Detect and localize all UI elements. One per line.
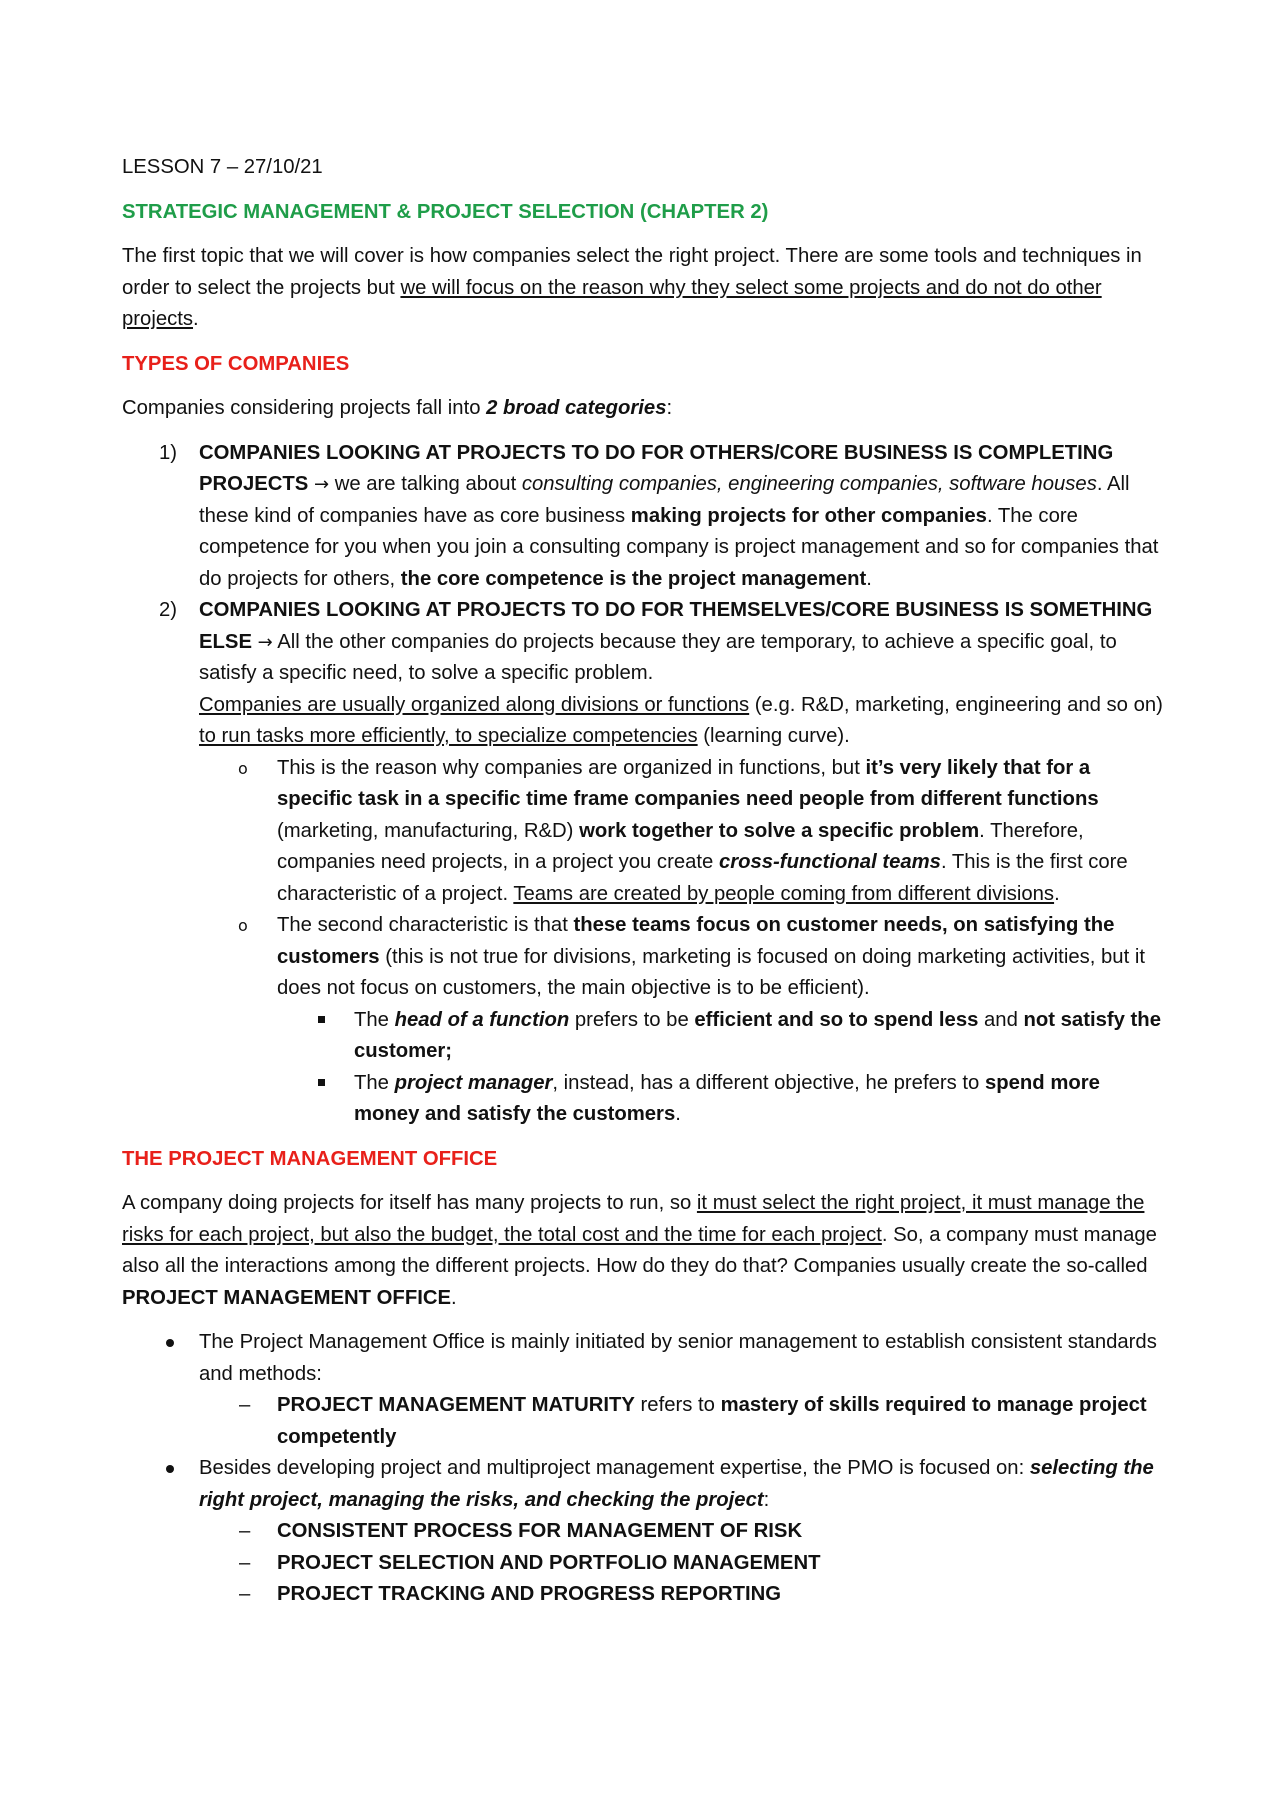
item-text: . The core competence for you when you join a consulting company is project management and so for companies that do projects for others, (199, 504, 1159, 590)
pmo-text: . So, a company must manage also all the interactions among the different projects. How do they do that? Companies usually create the so-called (122, 1223, 1157, 1277)
sub-list (122, 753, 1167, 1005)
item-bold-italic: selecting the right project, managing the risks, and checking the project (199, 1457, 1154, 1511)
types-lead (122, 393, 1167, 425)
intro-text: The first topic that we will cover is how companies select the right project. There are some tools and techniques in order to select the projects but (122, 245, 1142, 299)
item-title: COMPANIES LOOKING AT PROJECTS TO DO FOR THEMSELVES/CORE BUSINESS IS SOMETHING ELSE (199, 599, 1153, 653)
list-item-text (354, 1005, 1167, 1068)
section-title: STRATEGIC MANAGEMENT & PROJECT SELECTION (CHAPTER 2) (122, 200, 769, 223)
intro-end: . (193, 308, 199, 330)
types-heading: TYPES OF COMPANIES (122, 352, 350, 375)
list-item-text (277, 753, 1167, 911)
item-bold: work together to solve a specific problem (579, 819, 980, 842)
item-bold: spend more money and satisfy the customers (354, 1071, 1100, 1125)
item-bold-italic: cross-functional teams (718, 851, 941, 873)
item-bold: not satisfy the customer; (354, 1008, 1161, 1062)
list-item-text: PROJECT SELECTION AND PORTFOLIO MANAGEMENT (277, 1551, 821, 1574)
list-item (122, 595, 1167, 753)
item-text: . (866, 567, 872, 590)
list-item-text (199, 438, 1167, 596)
item-underlined: Teams are created by people coming from different divisions (513, 882, 1055, 905)
square-bullet-icon (318, 1079, 325, 1086)
pmo-text: . (451, 1286, 457, 1309)
dash-bullet-icon: – (239, 1551, 251, 1574)
list-item-text (277, 910, 1167, 1005)
list-item-text (277, 1390, 1167, 1453)
item-bold: efficient and so to spend less (694, 1008, 979, 1031)
arrow-right-icon: → (313, 474, 330, 495)
types-lead-colon: : (666, 397, 673, 419)
item-text: . (675, 1103, 681, 1125)
list-item (122, 1005, 1167, 1068)
sub-sub-list (122, 1005, 1167, 1131)
list-item (122, 438, 1167, 596)
bullet-dot-icon (166, 1465, 174, 1473)
item-bold: PROJECT MANAGEMENT MATURITY (277, 1394, 635, 1416)
item-text: . Therefore, companies need projects, in a project you create (277, 819, 1084, 873)
list-item (122, 1068, 1167, 1131)
dash-bullet-icon: – (239, 1583, 251, 1605)
list-item-text (354, 1068, 1167, 1131)
pmo-underlined: it must select the right project, it must manage the risks for each project, but also the budget, the total cost and the time for each project (122, 1192, 1145, 1246)
item-bold: making projects for other companies (630, 504, 987, 527)
bullet-dot-icon (166, 1339, 174, 1347)
lesson-header: LESSON 7 – 27/10/21 (122, 156, 323, 178)
list-item-text: CONSISTENT PROCESS FOR MANAGEMENT OF RISK (277, 1520, 803, 1542)
item-underlined: Companies are usually organized along divisions or functions (199, 693, 750, 716)
list-item-text (199, 690, 1167, 753)
item-bold: it’s very likely that for a specific task in a specific time frame companies need people from different functions (277, 756, 1099, 810)
item-text: , instead, has a different objective, he prefers to (552, 1071, 985, 1094)
item-text: (e.g. R&D, marketing, engineering and so on) (749, 693, 1163, 716)
item-bold: the core competence is the project management (400, 567, 867, 590)
pmo-list (122, 1327, 1167, 1611)
category-list (122, 438, 1167, 753)
item-text: This is the reason why companies are organized in functions, but (277, 756, 866, 779)
item-text: (learning curve). (697, 725, 850, 747)
item-bold: these teams focus on customer needs, on satisfying the customers (277, 914, 1115, 968)
item-text: . This is the first core characteristic of a project. (277, 851, 1128, 905)
arrow-right-icon: → (257, 631, 273, 653)
list-number: 1) (159, 441, 178, 464)
item-text: All the other companies do projects because they are temporary, to achieve a specific goal, to satisfy a specific need, to solve a specific problem. (199, 630, 1117, 684)
item-text: . All these kind of companies have as core business (199, 473, 1130, 527)
pmo-bold: PROJECT MANAGEMENT OFFICE (122, 1286, 452, 1309)
list-item-text (199, 595, 1167, 690)
list-item (122, 1548, 1167, 1580)
item-text: we are talking about (329, 473, 522, 495)
list-item (122, 1453, 1167, 1516)
pmo-paragraph (122, 1188, 1167, 1314)
item-text: The (354, 1008, 395, 1031)
item-underlined: to run tasks more efficiently, to specialize competencies (199, 725, 698, 747)
circle-bullet-icon: o (238, 758, 248, 778)
circle-bullet-icon: o (238, 916, 248, 935)
item-bold-italic: head of a function (394, 1008, 570, 1031)
item-text: (marketing, manufacturing, R&D) (277, 819, 580, 842)
list-item (122, 1579, 1167, 1611)
item-text: refers to (634, 1394, 721, 1416)
square-bullet-icon (318, 1016, 325, 1023)
list-item-text: PROJECT TRACKING AND PROGRESS REPORTING (277, 1583, 782, 1605)
pmo-heading: THE PROJECT MANAGEMENT OFFICE (122, 1147, 498, 1170)
item-title: COMPANIES LOOKING AT PROJECTS TO DO FOR OTHERS/CORE BUSINESS IS COMPLETING PROJECTS (199, 441, 1114, 495)
dash-bullet-icon: – (239, 1520, 251, 1542)
intro-underlined: we will focus on the reason why they select some projects and do not do other projects (122, 276, 1102, 330)
pmo-text: A company doing projects for itself has many projects to run, so (122, 1192, 697, 1214)
item-italic: consulting companies, engineering companies, software houses (521, 473, 1097, 495)
item-text: Besides developing project and multiproject management expertise, the PMO is focused on: (199, 1457, 1030, 1479)
dash-bullet-icon: – (239, 1394, 251, 1416)
intro-paragraph (122, 241, 1167, 336)
item-text: The (354, 1071, 395, 1094)
item-text: The second characteristic is that (277, 914, 574, 936)
list-item (122, 753, 1167, 911)
list-item-text: The Project Management Office is mainly initiated by senior management to establish consistent standards and methods: (199, 1331, 1157, 1385)
list-item (122, 1327, 1167, 1390)
types-lead-emph: 2 broad categories (486, 397, 667, 419)
item-text: . (1054, 882, 1060, 905)
item-text: prefers to be (569, 1008, 695, 1031)
list-item-text (199, 1453, 1167, 1516)
list-item (122, 910, 1167, 1005)
document-page (122, 152, 1167, 1611)
list-item (122, 1390, 1167, 1453)
item-text: (this is not true for divisions, marketing is focused on doing marketing activities, but it does not focus on customers, the main objective is to be efficient). (277, 945, 1145, 999)
types-lead-text: Companies considering projects fall into (122, 397, 487, 419)
list-item (122, 1516, 1167, 1548)
item-text: and (978, 1008, 1024, 1031)
list-number: 2) (159, 599, 178, 621)
item-bold-italic: project manager (394, 1071, 553, 1094)
item-text: : (763, 1488, 770, 1511)
item-bold: mastery of skills required to manage project competently (277, 1394, 1147, 1448)
